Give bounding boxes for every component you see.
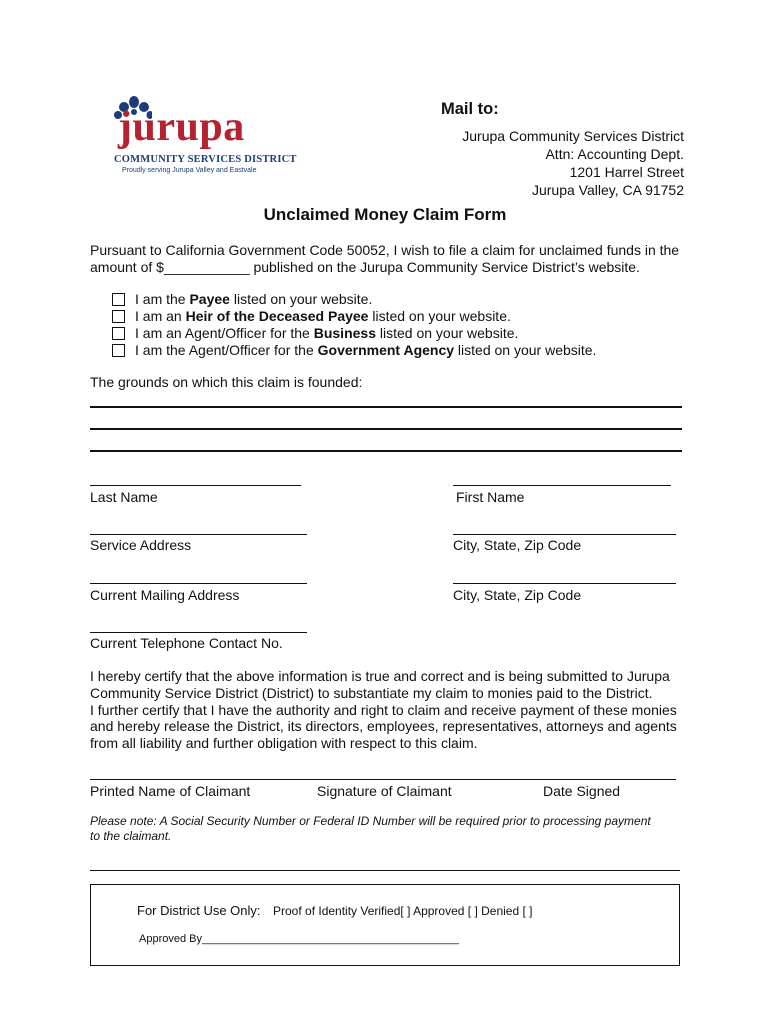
option-label: I am an Heir of the Deceased Payee listed on your website.	[135, 308, 511, 324]
mail-to-line: Jurupa Community Services District	[462, 128, 684, 144]
service-address-line[interactable]	[90, 534, 307, 535]
claimant-type-option[interactable]	[112, 342, 596, 359]
proof-of-identity-text: Proof of Identity Verified[ ] Approved [ ] Denied [ ]	[273, 904, 533, 918]
mail-to-line: 1201 Harrel Street	[569, 164, 684, 180]
intro-paragraph	[90, 242, 690, 276]
option-label: I am the Payee listed on your website.	[135, 291, 373, 307]
first-name-label: First Name	[456, 489, 525, 505]
mail-to-heading: Mail to:	[441, 100, 499, 118]
grounds-label: The grounds on which this claim is founded:	[90, 374, 363, 390]
claimant-type-option[interactable]	[112, 325, 518, 342]
mail-to-block	[441, 100, 684, 199]
logo-subtitle: COMMUNITY SERVICES DISTRICT	[114, 154, 297, 165]
mailing-address-label: Current Mailing Address	[90, 587, 240, 603]
signature-label: Signature of Claimant	[317, 783, 452, 799]
intro-line: Pursuant to California Government Code 50052, I wish to file a claim for unclaimed funds in the	[90, 242, 680, 258]
claimant-type-option[interactable]	[112, 291, 372, 308]
mail-to-line: Jurupa Valley, CA 91752	[531, 182, 684, 198]
separator-line	[90, 870, 680, 871]
last-name-label: Last Name	[90, 489, 158, 505]
district-use-box	[90, 884, 680, 966]
certify-line: from all liability and further obligation with respect to this claim.	[90, 735, 478, 752]
printed-name-label: Printed Name of Claimant	[90, 783, 251, 799]
grounds-line[interactable]	[90, 428, 682, 430]
form-title: Unclaimed Money Claim Form	[263, 205, 507, 224]
option-label: I am the Agent/Officer for the Government Agency listed on your website.	[135, 342, 597, 358]
grounds-line[interactable]	[90, 406, 682, 408]
logo-wordmark: jurupa	[118, 104, 245, 150]
grounds-line[interactable]	[90, 450, 682, 452]
mail-to-line: Attn: Accounting Dept.	[545, 146, 684, 162]
first-name-line[interactable]	[453, 485, 671, 486]
certify-line: I further certify that I have the authority and right to claim and receive payment of these monies	[90, 701, 677, 718]
city-state-zip-line[interactable]	[453, 583, 676, 584]
signature-line[interactable]	[90, 779, 676, 780]
checkbox[interactable]	[112, 310, 125, 323]
checkbox[interactable]	[112, 327, 125, 340]
option-label: I am an Agent/Officer for the Business listed on your website.	[135, 325, 519, 341]
service-address-label: Service Address	[90, 537, 192, 553]
certify-line: I hereby certify that the above information is true and correct and is being submitted to Jurupa	[90, 668, 670, 684]
checkbox[interactable]	[112, 344, 125, 357]
last-name-line[interactable]	[90, 485, 301, 486]
ssn-note: Please note: A Social Security Number or Federal ID Number will be required prior to processing payment to the claimant.	[90, 814, 651, 843]
city-state-zip-line[interactable]	[453, 534, 676, 535]
logo-tagline: Proudly serving Jurupa Valley and Eastvale	[122, 167, 257, 174]
certify-line: Community Service District (District) to substantiate my claim to monies paid to the District.	[90, 684, 653, 701]
certification-paragraph	[90, 668, 690, 752]
claimant-type-option[interactable]	[112, 308, 511, 325]
intro-line: amount of $___________ published on the Jurupa Community Service District’s website.	[90, 259, 640, 275]
district-use-label: For District Use Only:	[137, 903, 261, 918]
mailing-address-line[interactable]	[90, 583, 307, 584]
checkbox[interactable]	[112, 293, 125, 306]
city-state-zip-label: City, State, Zip Code	[453, 587, 582, 603]
telephone-line[interactable]	[90, 632, 307, 633]
certify-line: and hereby release the District, its directors, employees, representatives, attorneys and agents	[90, 718, 677, 735]
jurupa-logo	[112, 96, 297, 178]
approved-by-line[interactable]: Approved By__________________________________________	[139, 933, 459, 945]
telephone-label: Current Telephone Contact No.	[90, 635, 283, 651]
city-state-zip-label: City, State, Zip Code	[453, 537, 582, 553]
date-signed-label: Date Signed	[543, 783, 621, 799]
